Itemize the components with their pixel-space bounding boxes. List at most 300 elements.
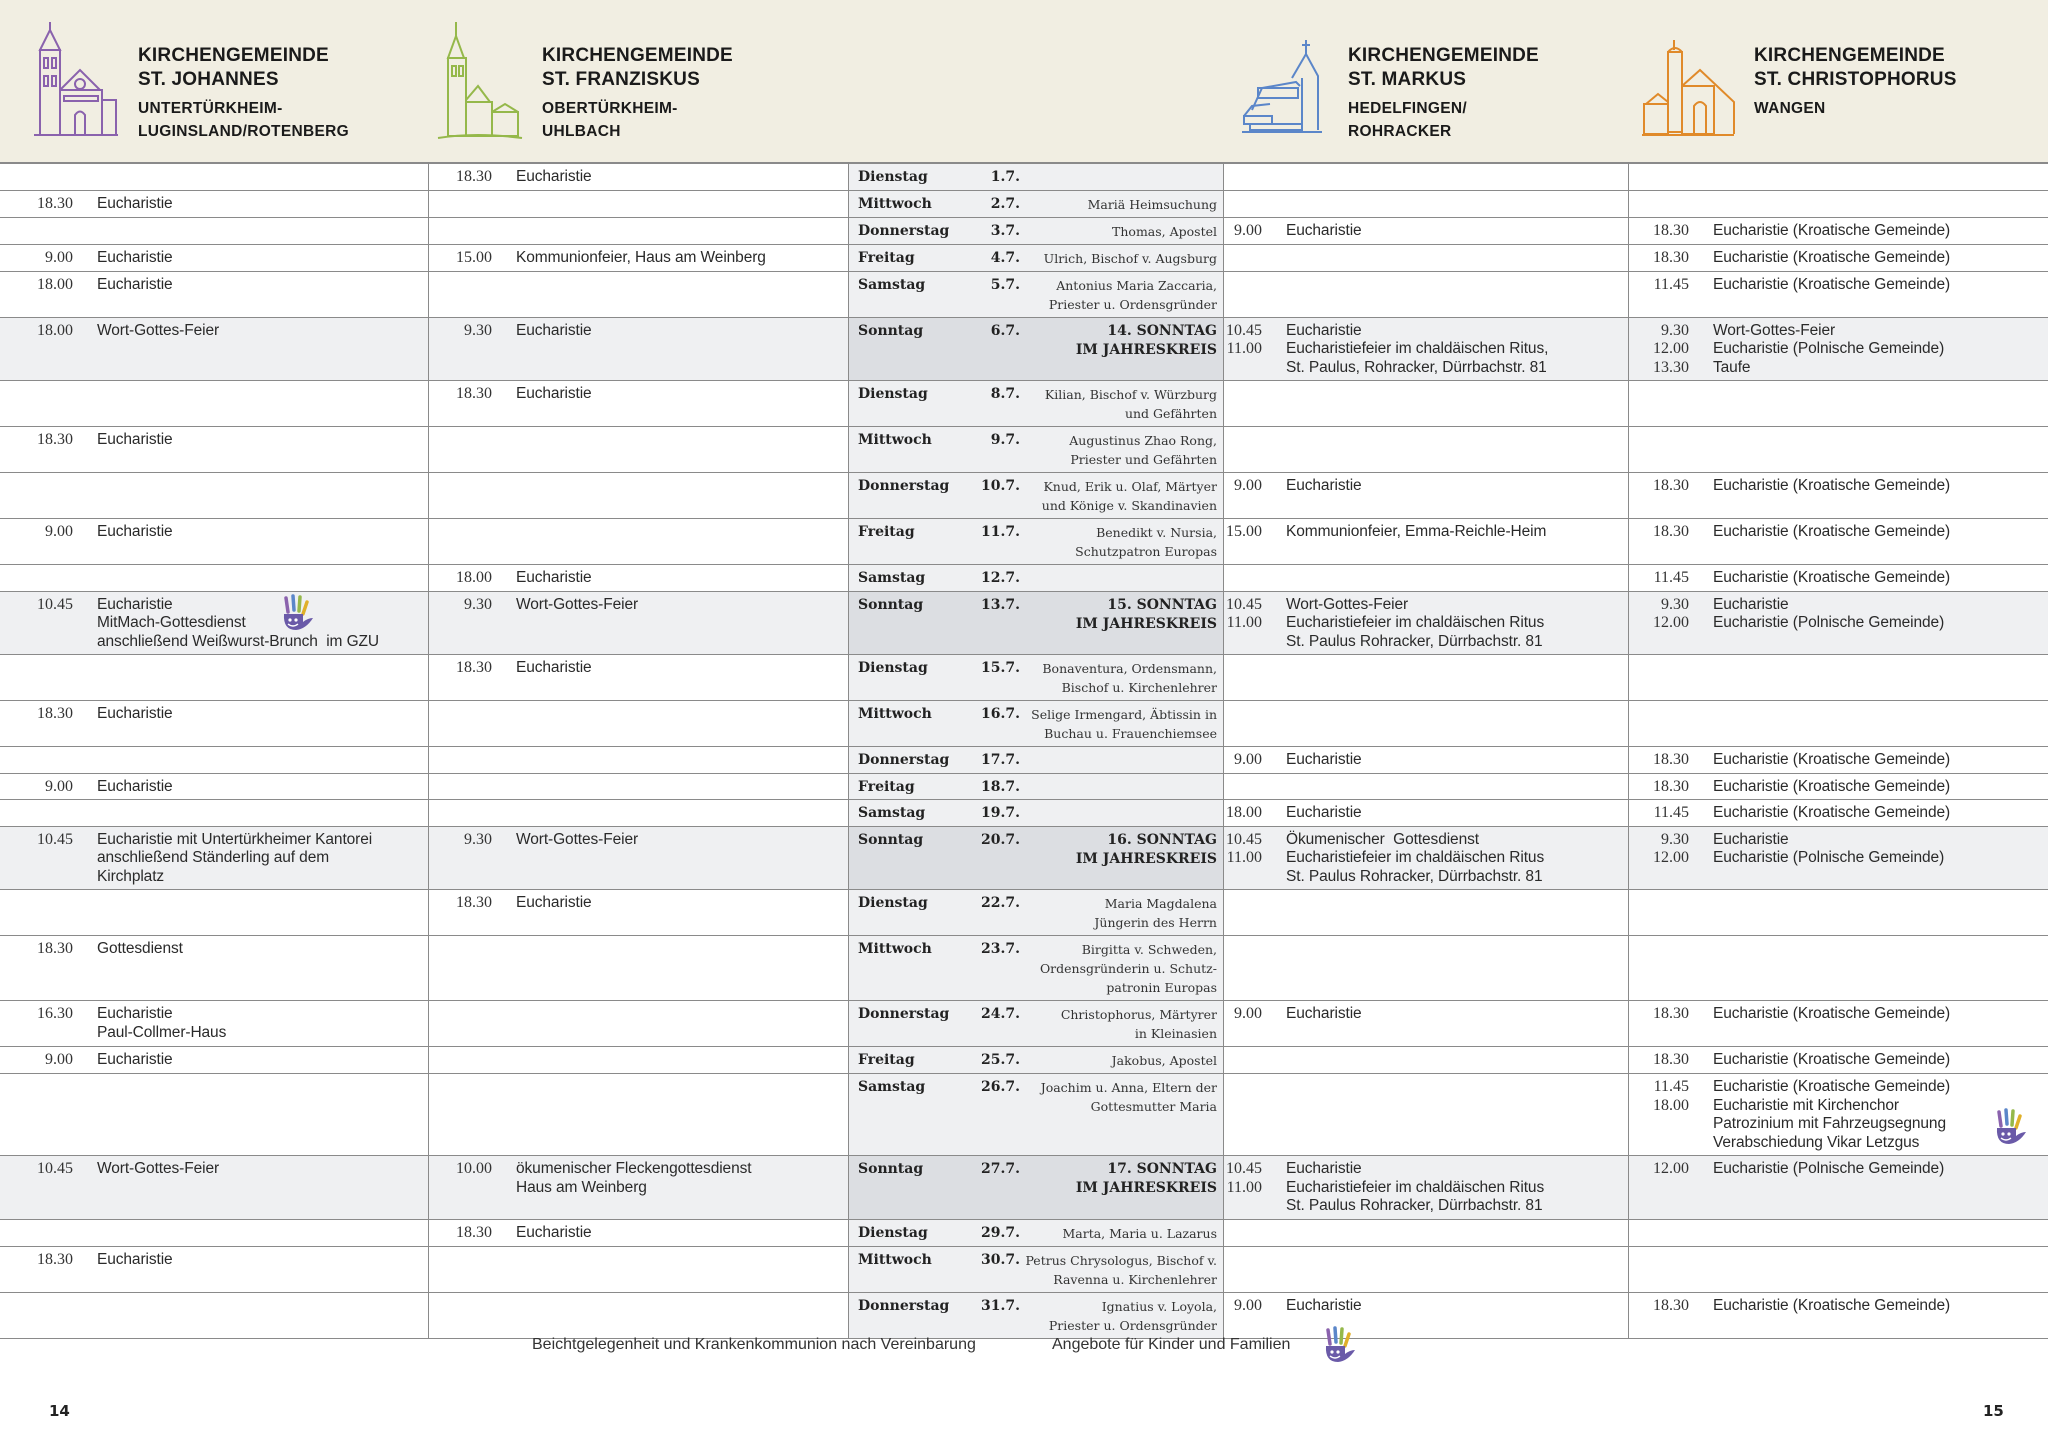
st-franziskus-cell bbox=[429, 592, 849, 655]
schedule-row bbox=[0, 1047, 2048, 1074]
service-description: Eucharistie (Kroatische Gemeinde) bbox=[1713, 1296, 1951, 1314]
service-description: Eucharistiefeier im chaldäischen Ritus bbox=[1286, 614, 1545, 631]
service-time: 18.30 bbox=[1653, 1296, 1689, 1314]
service-time: 9.00 bbox=[1234, 477, 1262, 494]
service-time: 18.00 bbox=[1653, 1096, 1689, 1114]
service-description: Ökumenischer Gottesdienst bbox=[1286, 830, 1479, 848]
st-markus-cell bbox=[1224, 1247, 1629, 1292]
st-johannes-cell bbox=[0, 1001, 429, 1046]
schedule-row bbox=[0, 747, 2048, 774]
date: 9.7. bbox=[990, 432, 1020, 448]
weekday: Donnerstag bbox=[858, 1006, 950, 1022]
service-description: Eucharistie (Kroatische Gemeinde) bbox=[1713, 523, 1951, 540]
st-markus-cell bbox=[1224, 318, 1629, 381]
schedule-row bbox=[0, 592, 2048, 656]
parish-st-markus bbox=[1240, 20, 1539, 150]
feast-day: Augustinus Zhao Rong, Priester und Gefährten bbox=[1069, 433, 1217, 467]
st-johannes-cell bbox=[0, 592, 429, 655]
service-entry bbox=[1224, 614, 1628, 633]
service-description: Eucharistie bbox=[516, 894, 592, 911]
date-cell bbox=[849, 1001, 1224, 1046]
family-offers-legend: Angebote für Kinder und Familien bbox=[1052, 1336, 1291, 1353]
weekday: Sonntag bbox=[858, 831, 924, 848]
date: 27.7. bbox=[981, 1161, 1020, 1177]
feast-day: 15. SONNTAG IM JAHRESKREIS bbox=[1075, 596, 1217, 632]
st-johannes-cell bbox=[0, 164, 429, 190]
date-cell bbox=[849, 800, 1224, 826]
service-time: 11.00 bbox=[1226, 614, 1262, 631]
service-time: 11.00 bbox=[1226, 849, 1262, 866]
st-markus-cell bbox=[1224, 701, 1629, 746]
service-entry bbox=[429, 1224, 848, 1243]
st-christophorus-cell bbox=[1629, 774, 2048, 800]
weekday: Mittwoch bbox=[858, 432, 932, 448]
service-time: 12.00 bbox=[1653, 614, 1689, 631]
service-time: 18.30 bbox=[1653, 777, 1689, 795]
service-time: 18.30 bbox=[1653, 751, 1689, 768]
st-christophorus-cell bbox=[1629, 245, 2048, 271]
st-christophorus-cell bbox=[1629, 218, 2048, 244]
st-franziskus-cell bbox=[429, 519, 849, 564]
service-time: 10.45 bbox=[37, 830, 73, 848]
service-entry bbox=[1629, 222, 2048, 241]
service-time: 18.00 bbox=[37, 275, 73, 293]
st-franziskus-cell bbox=[429, 1156, 849, 1219]
feast-day: Marta, Maria u. Lazarus bbox=[1062, 1225, 1217, 1241]
service-description: Patrozinium mit Fahrzeugsegnung bbox=[1713, 1115, 1946, 1132]
st-johannes-cell bbox=[0, 800, 429, 826]
service-entry bbox=[0, 1005, 428, 1024]
service-entry bbox=[1629, 276, 2048, 295]
service-entry bbox=[0, 1251, 428, 1270]
parish-st-johannes bbox=[32, 20, 349, 150]
st-franziskus-cell bbox=[429, 701, 849, 746]
st-franziskus-cell bbox=[429, 272, 849, 317]
date: 18.7. bbox=[981, 778, 1020, 795]
date: 1.7. bbox=[990, 169, 1020, 185]
st-christophorus-cell bbox=[1629, 800, 2048, 826]
schedule-row bbox=[0, 1293, 2048, 1339]
schedule-row bbox=[0, 800, 2048, 827]
service-time bbox=[1629, 1134, 1689, 1153]
schedule-row bbox=[0, 427, 2048, 473]
st-johannes-cell bbox=[0, 747, 429, 773]
service-description: Eucharistie bbox=[516, 569, 592, 586]
service-entry bbox=[0, 596, 428, 615]
page-number-right: 15 bbox=[1983, 1402, 2004, 1420]
date: 17.7. bbox=[981, 752, 1020, 768]
st-markus-cell bbox=[1224, 191, 1629, 217]
date-cell bbox=[849, 272, 1224, 317]
parish-title: KIRCHENGEMEINDE bbox=[1348, 45, 1539, 66]
st-johannes-cell bbox=[0, 427, 429, 472]
service-entry bbox=[1224, 1005, 1628, 1024]
st-markus-cell bbox=[1224, 1001, 1629, 1046]
service-time: 18.30 bbox=[37, 194, 73, 212]
service-entry bbox=[1224, 804, 1628, 823]
st-christophorus-cell bbox=[1629, 427, 2048, 472]
feast-day: Jakobus, Apostel bbox=[1111, 1053, 1217, 1068]
service-entry bbox=[0, 276, 428, 295]
date: 20.7. bbox=[981, 831, 1020, 848]
weekday: Mittwoch bbox=[858, 941, 932, 957]
st-christophorus-cell bbox=[1629, 1293, 2048, 1338]
service-description: Eucharistie bbox=[516, 659, 592, 676]
service-time: 11.45 bbox=[1653, 275, 1689, 293]
st-christophorus-cell bbox=[1629, 1001, 2048, 1046]
parish-name: ST. CHRISTOPHORUS bbox=[1754, 69, 1957, 90]
service-time: 18.30 bbox=[456, 1223, 492, 1241]
service-entry bbox=[1629, 477, 2048, 496]
st-franziskus-cell bbox=[429, 381, 849, 426]
service-description: Kommunionfeier, Emma-Reichle-Heim bbox=[1286, 523, 1547, 540]
st-johannes-cell bbox=[0, 218, 429, 244]
schedule-row bbox=[0, 272, 2048, 318]
service-time: 9.00 bbox=[45, 248, 73, 266]
st-franziskus-cell bbox=[429, 1220, 849, 1246]
service-entry bbox=[429, 894, 848, 913]
schedule-row bbox=[0, 827, 2048, 891]
service-time: 18.30 bbox=[37, 705, 73, 722]
st-christophorus-cell bbox=[1629, 272, 2048, 317]
weekday: Freitag bbox=[858, 778, 915, 795]
st-franziskus-cell bbox=[429, 218, 849, 244]
service-entry bbox=[1224, 322, 1628, 341]
service-entry bbox=[0, 1024, 428, 1043]
service-entry bbox=[1629, 249, 2048, 268]
service-description: Verabschiedung Vikar Letzgus bbox=[1713, 1133, 1920, 1151]
service-time: 11.45 bbox=[1653, 569, 1689, 586]
feast-day: Mariä Heimsuchung bbox=[1087, 196, 1217, 212]
feast-day: Thomas, Apostel bbox=[1112, 223, 1217, 239]
service-time: 18.30 bbox=[1653, 523, 1689, 540]
service-time: 9.30 bbox=[1661, 321, 1689, 339]
date: 16.7. bbox=[981, 706, 1020, 722]
date-cell bbox=[849, 519, 1224, 564]
date-cell bbox=[849, 218, 1224, 244]
st-christophorus-cell bbox=[1629, 592, 2048, 655]
weekday: Mittwoch bbox=[858, 1251, 932, 1268]
service-time: 9.00 bbox=[1234, 221, 1262, 239]
service-description: St. Paulus Rohracker, Dürrbachstr. 81 bbox=[1286, 632, 1543, 650]
service-entry bbox=[1629, 1097, 2048, 1116]
service-description: Wort-Gottes-Feier bbox=[1286, 595, 1409, 613]
service-description: Haus am Weinberg bbox=[516, 1178, 647, 1196]
service-entry bbox=[1629, 1051, 2048, 1070]
service-time: 9.30 bbox=[464, 830, 492, 848]
service-description: Eucharistie bbox=[1286, 1005, 1362, 1022]
schedule-row bbox=[0, 164, 2048, 191]
children-hand-icon bbox=[1318, 1326, 1358, 1371]
service-description: Eucharistie (Kroatische Gemeinde) bbox=[1713, 275, 1951, 293]
service-time: 18.00 bbox=[1226, 804, 1262, 821]
parish-district-2: UHLBACH bbox=[542, 123, 621, 140]
service-entry bbox=[1224, 1179, 1628, 1198]
schedule-row bbox=[0, 655, 2048, 701]
st-johannes-cell bbox=[0, 890, 429, 935]
service-time bbox=[0, 1024, 73, 1043]
service-time: 18.30 bbox=[456, 659, 492, 676]
service-entry bbox=[429, 249, 848, 268]
date-cell bbox=[849, 1047, 1224, 1073]
service-description: Eucharistie mit Kirchenchor bbox=[1713, 1096, 1899, 1114]
service-description: Eucharistie mit Untertürkheimer Kantorei bbox=[97, 830, 373, 848]
weekday: Freitag bbox=[858, 524, 915, 540]
service-time: 11.45 bbox=[1653, 804, 1689, 821]
weekday: Samstag bbox=[858, 805, 926, 821]
st-markus-cell bbox=[1224, 519, 1629, 564]
service-description: Wort-Gottes-Feier bbox=[1713, 321, 1836, 339]
st-christophorus-cell bbox=[1629, 1047, 2048, 1073]
service-entry bbox=[1629, 778, 2048, 797]
service-description: Eucharistie bbox=[1286, 1296, 1362, 1314]
service-description: Eucharistie bbox=[97, 275, 173, 293]
service-entry bbox=[1224, 1197, 1628, 1216]
service-entry bbox=[1224, 633, 1628, 652]
service-time: 10.45 bbox=[1226, 1160, 1262, 1177]
st-christophorus-cell bbox=[1629, 381, 2048, 426]
service-entry bbox=[1629, 322, 2048, 341]
feast-day bbox=[1020, 804, 1217, 823]
service-time bbox=[0, 633, 73, 652]
st-johannes-cell bbox=[0, 1247, 429, 1292]
service-description: Eucharistie bbox=[97, 194, 173, 212]
st-johannes-cell bbox=[0, 381, 429, 426]
weekday: Samstag bbox=[858, 276, 926, 293]
service-time: 9.00 bbox=[45, 1051, 73, 1068]
service-time: 11.45 bbox=[1653, 1078, 1689, 1095]
st-markus-cell bbox=[1224, 272, 1629, 317]
date-cell bbox=[849, 245, 1224, 271]
st-johannes-cell bbox=[0, 519, 429, 564]
service-entry bbox=[1629, 523, 2048, 542]
st-johannes-cell bbox=[0, 565, 429, 591]
st-franziskus-cell bbox=[429, 1001, 849, 1046]
feast-day: Petrus Chrysologus, Bischof v. Ravenna u. Kirchenlehrer bbox=[1025, 1252, 1217, 1287]
st-markus-cell bbox=[1224, 1156, 1629, 1219]
service-description: Wort-Gottes-Feier bbox=[516, 595, 639, 613]
st-christophorus-cell bbox=[1629, 164, 2048, 190]
service-entry bbox=[429, 831, 848, 850]
service-description: Eucharistiefeier im chaldäischen Ritus, bbox=[1286, 340, 1549, 357]
service-description: Eucharistie bbox=[516, 168, 592, 185]
date-cell bbox=[849, 381, 1224, 426]
weekday: Dienstag bbox=[858, 895, 928, 911]
st-franziskus-cell bbox=[429, 427, 849, 472]
service-time: 18.30 bbox=[1653, 1005, 1689, 1022]
st-markus-cell bbox=[1224, 890, 1629, 935]
st-franziskus-cell bbox=[429, 1047, 849, 1073]
date-cell bbox=[849, 164, 1224, 190]
service-entry bbox=[1629, 359, 2048, 378]
st-markus-cell bbox=[1224, 427, 1629, 472]
weekday: Sonntag bbox=[858, 322, 924, 339]
st-christophorus-cell bbox=[1629, 936, 2048, 1000]
date-cell bbox=[849, 701, 1224, 746]
service-entry bbox=[0, 249, 428, 268]
parish-district-2: LUGINSLAND/ROTENBERG bbox=[138, 123, 349, 140]
service-description: anschließend Weißwurst-Brunch im GZU bbox=[97, 632, 379, 650]
feast-day bbox=[1020, 168, 1217, 187]
service-entry bbox=[0, 868, 428, 887]
weekday: Donnerstag bbox=[858, 1297, 950, 1314]
date: 8.7. bbox=[990, 386, 1020, 402]
church-st-christophorus-icon bbox=[1640, 20, 1736, 138]
date: 25.7. bbox=[981, 1052, 1020, 1068]
st-markus-cell bbox=[1224, 747, 1629, 773]
weekday: Donnerstag bbox=[858, 752, 950, 768]
date: 26.7. bbox=[981, 1079, 1020, 1095]
date-cell bbox=[849, 1074, 1224, 1155]
st-johannes-cell bbox=[0, 1047, 429, 1073]
service-time: 9.00 bbox=[1234, 751, 1262, 768]
service-entry bbox=[429, 659, 848, 678]
st-franziskus-cell bbox=[429, 1074, 849, 1155]
date: 4.7. bbox=[990, 249, 1020, 266]
confession-note: Beichtgelegenheit und Krankenkommunion nach Vereinbarung bbox=[532, 1336, 976, 1353]
st-johannes-cell bbox=[0, 1074, 429, 1155]
service-time: 18.30 bbox=[1653, 221, 1689, 239]
date-cell bbox=[849, 747, 1224, 773]
service-time bbox=[0, 868, 73, 887]
service-description: Eucharistie (Polnische Gemeinde) bbox=[1713, 614, 1945, 631]
date: 15.7. bbox=[981, 660, 1020, 676]
service-time: 9.00 bbox=[45, 523, 73, 540]
service-entry bbox=[429, 1179, 848, 1198]
parish-st-christophorus bbox=[1640, 20, 1957, 150]
st-johannes-cell bbox=[0, 473, 429, 518]
st-markus-cell bbox=[1224, 827, 1629, 890]
schedule-row bbox=[0, 1156, 2048, 1220]
st-franziskus-cell bbox=[429, 1293, 849, 1338]
service-entry bbox=[429, 1160, 848, 1179]
service-entry bbox=[1629, 751, 2048, 770]
schedule-row bbox=[0, 245, 2048, 272]
service-description: Eucharistie (Kroatische Gemeinde) bbox=[1713, 569, 1951, 586]
st-johannes-cell bbox=[0, 1293, 429, 1338]
weekday: Donnerstag bbox=[858, 222, 950, 239]
service-description: ökumenischer Fleckengottesdienst bbox=[516, 1160, 752, 1177]
date: 3.7. bbox=[990, 222, 1020, 239]
st-markus-cell bbox=[1224, 1220, 1629, 1246]
service-description: Eucharistie bbox=[1286, 1160, 1362, 1177]
st-christophorus-cell bbox=[1629, 473, 2048, 518]
service-time: 9.00 bbox=[1234, 1005, 1262, 1022]
date-cell bbox=[849, 427, 1224, 472]
schedule-row bbox=[0, 381, 2048, 427]
st-johannes-cell bbox=[0, 827, 429, 890]
service-time: 12.00 bbox=[1653, 340, 1689, 357]
st-franziskus-cell bbox=[429, 191, 849, 217]
weekday: Freitag bbox=[858, 249, 915, 266]
st-franziskus-cell bbox=[429, 318, 849, 381]
schedule-row bbox=[0, 1220, 2048, 1247]
service-time: 18.30 bbox=[37, 431, 73, 448]
parish-name: ST. FRANZISKUS bbox=[542, 69, 700, 90]
st-christophorus-cell bbox=[1629, 827, 2048, 890]
service-entry bbox=[1629, 1005, 2048, 1024]
feast-day: Christophorus, Märtyrer in Kleinasien bbox=[1060, 1007, 1217, 1041]
st-christophorus-cell bbox=[1629, 655, 2048, 700]
weekday: Donnerstag bbox=[858, 478, 950, 494]
feast-day: Ulrich, Bischof v. Augsburg bbox=[1043, 250, 1217, 266]
page-header bbox=[0, 0, 2048, 163]
schedule-row bbox=[0, 473, 2048, 519]
feast-day: 16. SONNTAG IM JAHRESKREIS bbox=[1075, 831, 1217, 867]
st-johannes-cell bbox=[0, 655, 429, 700]
st-johannes-cell bbox=[0, 1156, 429, 1219]
weekday: Freitag bbox=[858, 1052, 915, 1068]
service-description: Paul-Collmer-Haus bbox=[97, 1023, 227, 1041]
parish-st-franziskus bbox=[436, 20, 733, 150]
service-time: 18.30 bbox=[1653, 1051, 1689, 1068]
service-description: Eucharistie bbox=[97, 777, 173, 795]
feast-day: Antonius Maria Zaccaria, Priester u. Ordensgründer bbox=[1048, 277, 1217, 312]
weekday: Sonntag bbox=[858, 1161, 924, 1177]
service-entry bbox=[0, 1160, 428, 1179]
service-entry bbox=[1629, 340, 2048, 359]
service-description: Taufe bbox=[1713, 358, 1751, 376]
service-description: Eucharistie bbox=[97, 523, 173, 540]
service-entry bbox=[0, 431, 428, 450]
service-time: 18.30 bbox=[456, 894, 492, 911]
date-cell bbox=[849, 191, 1224, 217]
service-entry bbox=[429, 385, 848, 404]
service-entry bbox=[0, 523, 428, 542]
date: 2.7. bbox=[990, 195, 1020, 212]
parish-district-2: ROHRACKER bbox=[1348, 123, 1452, 140]
st-franziskus-cell bbox=[429, 473, 849, 518]
service-entry bbox=[0, 940, 428, 959]
weekday: Samstag bbox=[858, 570, 926, 586]
children-hand-icon bbox=[1989, 1108, 2029, 1153]
service-description: Eucharistie bbox=[97, 1005, 173, 1022]
weekday: Mittwoch bbox=[858, 195, 932, 212]
service-entry bbox=[429, 569, 848, 588]
st-markus-cell bbox=[1224, 800, 1629, 826]
parish-district: OBERTÜRKHEIM- bbox=[542, 100, 678, 117]
service-description: Eucharistie bbox=[97, 1250, 173, 1268]
parish-title: KIRCHENGEMEINDE bbox=[138, 45, 329, 66]
st-christophorus-cell bbox=[1629, 519, 2048, 564]
children-hand-icon bbox=[276, 594, 316, 639]
st-markus-cell bbox=[1224, 936, 1629, 1000]
date-cell bbox=[849, 1293, 1224, 1338]
service-description: Eucharistie (Kroatische Gemeinde) bbox=[1713, 477, 1951, 494]
date: 23.7. bbox=[981, 941, 1020, 957]
st-markus-cell bbox=[1224, 1047, 1629, 1073]
service-description: anschließend Ständerling auf dem bbox=[97, 849, 330, 866]
service-description: Wort-Gottes-Feier bbox=[97, 1160, 220, 1177]
service-entry bbox=[1224, 340, 1628, 359]
weekday: Dienstag bbox=[858, 660, 928, 676]
date: 6.7. bbox=[990, 322, 1020, 339]
date: 5.7. bbox=[990, 276, 1020, 293]
service-time: 18.30 bbox=[1653, 248, 1689, 266]
st-franziskus-cell bbox=[429, 747, 849, 773]
schedule-row bbox=[0, 890, 2048, 936]
feast-day bbox=[1020, 778, 1217, 797]
service-description: Kommunionfeier, Haus am Weinberg bbox=[516, 248, 766, 266]
service-description: MitMach-Gottesdienst bbox=[97, 614, 246, 631]
service-time: 11.00 bbox=[1226, 340, 1262, 357]
service-description: Eucharistiefeier im chaldäischen Ritus bbox=[1286, 1178, 1545, 1196]
date: 31.7. bbox=[981, 1297, 1020, 1314]
service-description: Eucharistie bbox=[516, 385, 592, 402]
weekday: Dienstag bbox=[858, 169, 928, 185]
service-description: Eucharistie (Kroatische Gemeinde) bbox=[1713, 1005, 1951, 1022]
service-description: Eucharistie bbox=[97, 595, 173, 613]
